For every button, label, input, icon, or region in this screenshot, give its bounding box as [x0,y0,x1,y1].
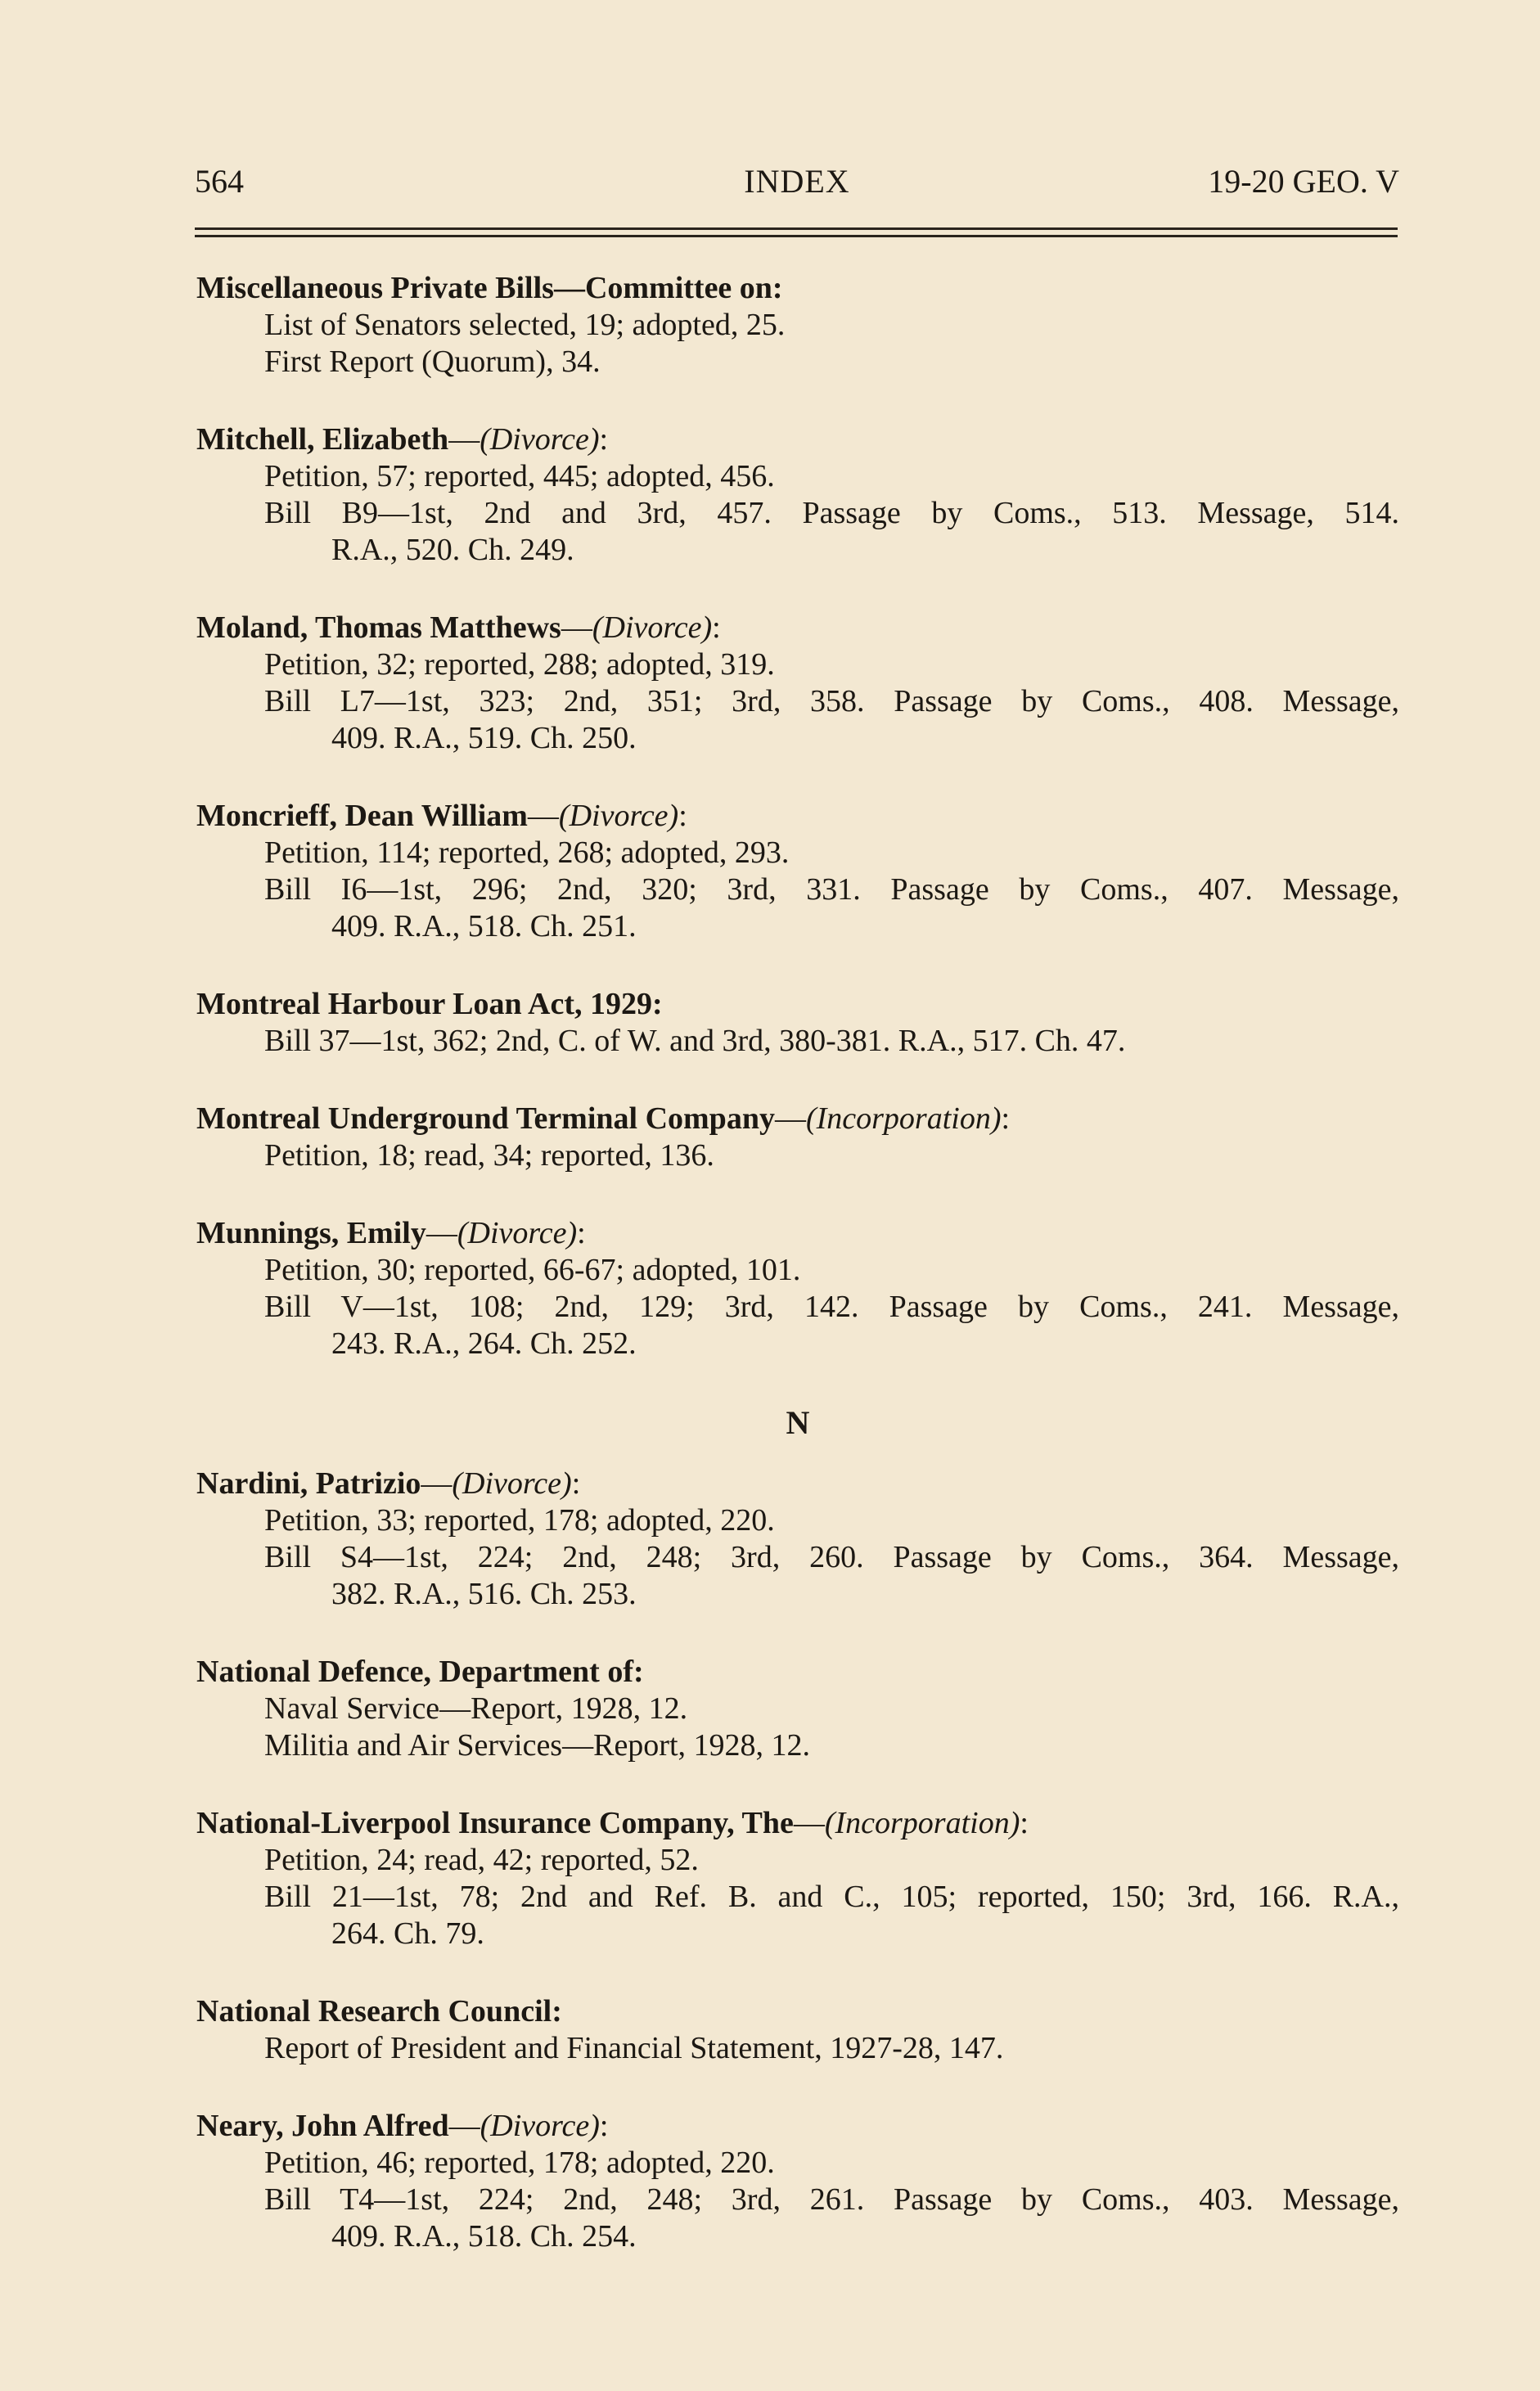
entry-name: National Research Council [196,1994,552,2029]
entry-name: Nardini, Patrizio [196,1466,421,1501]
entry-line: 264. Ch. 79. [331,1916,484,1951]
index-entry [196,798,1399,945]
entry-line: First Report (Quorum), 34. [264,344,601,379]
page-header [195,162,1399,211]
entry-name: National Defence, Department of [196,1655,633,1689]
entry-separator: — [553,271,585,305]
entry-tail: Committee on: [584,271,783,305]
entry-tail: : [599,422,609,457]
entry-heading [196,986,1399,1023]
entry-line: Petition, 30; reported, 66-67; adopted, 101. [264,1253,801,1287]
index-entry [196,1654,1399,1764]
entry-name: Miscellaneous Private Bills [196,271,554,305]
entry-tail: : [552,1994,562,2029]
index-entry [196,1101,1399,1174]
entry-name: Neary, John Alfred [196,2109,449,2143]
entry-line: Report of President and Financial Statement, 1927-28, 147. [264,2031,1004,2065]
index-entry [196,1993,1399,2067]
entry-line: Naval Service—Report, 1928, 12. [264,1691,688,1726]
entry-line: 243. R.A., 264. Ch. 252. [331,1326,637,1361]
entry-name: Montreal Harbour Loan Act, 1929 [196,987,652,1021]
entry-heading [196,610,1399,646]
index-entry [196,610,1399,757]
index-entries [196,270,1399,2255]
entry-note: (Divorce) [558,799,679,833]
entry-name: Moland, Thomas Matthews [196,610,561,645]
entry-line: Bill T4—1st, 224; 2nd, 248; 3rd, 261. Passage by Coms., 403. Message, [264,2182,1399,2217]
entry-heading [196,270,1399,307]
index-entry [196,1805,1399,1952]
entry-tail: : [599,2109,609,2143]
entry-name: Montreal Underground Terminal Company [196,1101,775,1136]
entry-heading [196,798,1399,835]
entry-heading [196,1654,1399,1691]
entry-line: Bill V—1st, 108; 2nd, 129; 3rd, 142. Passage by Coms., 241. Message, [264,1290,1399,1324]
entry-tail: : [1020,1806,1029,1840]
entry-line: Bill S4—1st, 224; 2nd, 248; 3rd, 260. Passage by Coms., 364. Message, [264,1540,1399,1574]
entry-line: 409. R.A., 519. Ch. 250. [331,721,637,755]
entry-separator: — [527,799,559,833]
index-entry [196,1466,1399,1613]
entry-separator: — [793,1806,825,1840]
entry-name: Mitchell, Elizabeth [196,422,449,457]
entry-separator: — [774,1101,806,1136]
entry-line: Bill 37—1st, 362; 2nd, C. of W. and 3rd, 380-381. R.A., 517. Ch. 47. [264,1024,1126,1058]
entry-line: Petition, 114; reported, 268; adopted, 293. [264,835,790,870]
entry-note: (Incorporation) [824,1806,1020,1840]
entry-name: Moncrieff, Dean William [196,799,528,833]
entry-line: 409. R.A., 518. Ch. 251. [331,909,637,943]
entry-note: (Divorce) [480,2109,600,2143]
entry-line: Militia and Air Services—Report, 1928, 12. [264,1728,811,1763]
entry-line: Petition, 46; reported, 178; adopted, 220. [264,2146,775,2180]
index-entry [196,2108,1399,2255]
entry-line: R.A., 520. Ch. 249. [331,533,574,567]
entry-tail: : [678,799,687,833]
entry-note: (Divorce) [457,1216,578,1250]
entry-line: Bill 21—1st, 78; 2nd and Ref. B. and C., 105; reported, 150; 3rd, 166. R.A., [264,1880,1399,1914]
entry-tail: : [633,1655,644,1689]
entry-line: Petition, 32; reported, 288; adopted, 319. [264,647,775,682]
entry-separator: — [448,2109,480,2143]
entry-tail: : [712,610,721,645]
entry-separator: — [448,422,480,457]
entry-line: 409. R.A., 518. Ch. 254. [331,2219,637,2254]
entry-note: (Incorporation) [805,1101,1002,1136]
entry-line: Petition, 24; read, 42; reported, 52. [264,1843,699,1877]
entry-note: (Divorce) [592,610,713,645]
entry-heading [196,421,1399,458]
entry-heading [196,1215,1399,1252]
entry-line: Petition, 18; read, 34; reported, 136. [264,1138,714,1173]
regnal-year: 19-20 GEO. V [1208,163,1399,200]
entry-line: Petition, 57; reported, 445; adopted, 456. [264,459,775,493]
entry-heading [196,1101,1399,1137]
entry-name: National-Liverpool Insurance Company, The [196,1806,794,1840]
entry-note: (Divorce) [452,1466,572,1501]
entry-note: (Divorce) [480,422,600,457]
header-rule-bottom [195,235,1398,237]
entry-line: Bill I6—1st, 296; 2nd, 320; 3rd, 331. Passage by Coms., 407. Message, [264,872,1399,907]
entry-tail: : [651,987,663,1021]
entry-name: Munnings, Emily [196,1216,426,1250]
page-title: INDEX [744,163,850,200]
entry-tail: : [571,1466,581,1501]
entry-separator: — [421,1466,453,1501]
entry-line: List of Senators selected, 19; adopted, 25. [264,308,786,342]
entry-line: Bill B9—1st, 2nd and 3rd, 457. Passage by Coms., 513. Message, 514. [264,496,1399,530]
header-rule-top [195,227,1398,230]
entry-tail: : [577,1216,586,1250]
entry-heading [196,2108,1399,2145]
entry-heading [196,1466,1399,1502]
entry-heading [196,1805,1399,1842]
entry-heading [196,1993,1399,2030]
index-entry [196,986,1399,1060]
entry-line: Bill L7—1st, 323; 2nd, 351; 3rd, 358. Passage by Coms., 408. Message, [264,684,1399,718]
entry-tail: : [1001,1101,1011,1136]
page-number: 564 [195,163,244,200]
entry-separator: — [426,1216,457,1250]
entry-separator: — [561,610,592,645]
index-entry [196,1215,1399,1362]
entry-line: 382. R.A., 516. Ch. 253. [331,1577,637,1611]
entry-line: Petition, 33; reported, 178; adopted, 220. [264,1503,775,1538]
index-entry [196,270,1399,380]
index-entry [196,421,1399,569]
section-letter: N [786,1404,810,1441]
